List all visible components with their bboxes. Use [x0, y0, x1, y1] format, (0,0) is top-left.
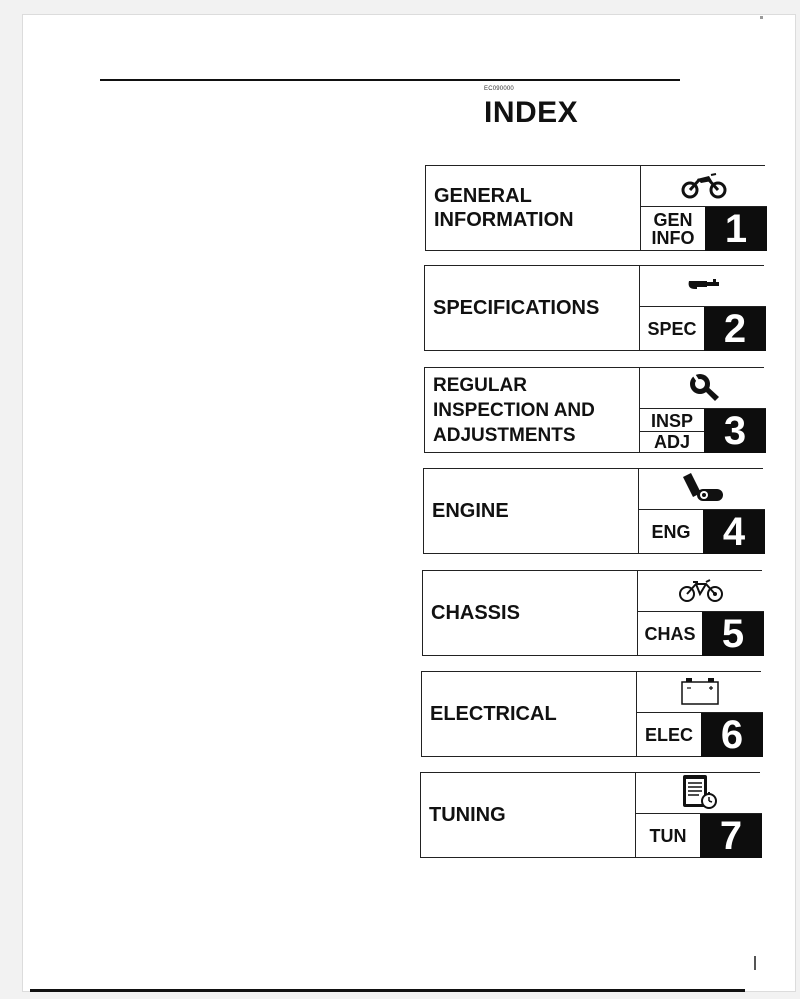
margin-tick [760, 16, 763, 19]
section-tab[interactable] [639, 265, 766, 351]
wrench-icon [640, 367, 766, 407]
section-abbr: ENG [651, 522, 691, 542]
bike-outline-icon [638, 570, 764, 610]
section-number: 2 [704, 307, 766, 351]
index-title: INDEX [484, 96, 579, 129]
section-title: REGULAR INSPECTION AND ADJUSTMENTS [433, 374, 595, 446]
section-tab[interactable] [637, 570, 764, 656]
section-tab[interactable] [638, 468, 765, 554]
abbr-line-2: INFO [651, 228, 695, 248]
margin-mark [754, 956, 756, 970]
section-abbr: CHAS [644, 624, 696, 644]
section-tab[interactable] [639, 367, 766, 453]
section-number: 1 [705, 207, 767, 251]
section-number: 4 [703, 510, 765, 554]
section-number: 5 [702, 612, 764, 656]
abbr-line-2: ADJ [640, 431, 704, 451]
doc-code: EC090000 [484, 86, 514, 92]
section-title: TUNING [429, 804, 506, 826]
section-title: GENERAL INFORMATION [434, 185, 574, 231]
section-tuning[interactable] [420, 772, 760, 858]
abbr-line-1: GEN [653, 210, 693, 230]
section-abbr: ELEC [644, 725, 693, 745]
wrench-gauge-icon [640, 265, 766, 305]
section-number: 6 [701, 713, 763, 757]
section-tab[interactable] [640, 165, 767, 251]
section-abbr [641, 207, 705, 251]
section-spec[interactable] [424, 265, 764, 351]
section-title: ENGINE [432, 500, 509, 522]
section-tab[interactable] [635, 772, 762, 858]
section-chassis[interactable] [422, 570, 762, 656]
section-number: 7 [700, 814, 762, 858]
section-insp-adj[interactable] [424, 367, 764, 453]
top-rule [100, 79, 680, 81]
section-electrical[interactable] [421, 671, 761, 757]
section-title: ELECTRICAL [430, 703, 557, 725]
section-number: 3 [704, 409, 766, 453]
motorcycle-icon [641, 165, 767, 205]
section-abbr [640, 409, 704, 453]
battery-icon [637, 671, 763, 711]
section-title: SPECIFICATIONS [433, 297, 600, 319]
abbr-line-1: INSP [650, 410, 693, 431]
section-title: CHASSIS [431, 602, 520, 624]
section-abbr: TUN [649, 826, 687, 846]
piston-icon [639, 468, 765, 508]
section-gen-info[interactable] [425, 165, 765, 251]
section-tab[interactable] [636, 671, 763, 757]
clipboard-stopwatch-icon [636, 772, 762, 812]
bottom-rule [30, 989, 745, 992]
section-engine[interactable] [423, 468, 763, 554]
section-abbr: SPEC [647, 319, 697, 339]
